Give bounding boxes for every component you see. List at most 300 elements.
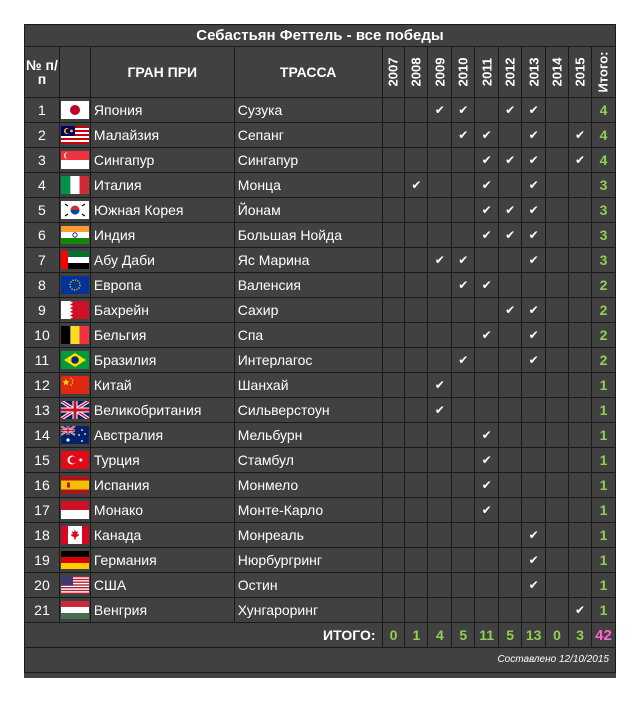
win-cell-2012	[499, 123, 522, 148]
win-cell-2007	[382, 398, 405, 423]
track-name: Монреаль	[234, 523, 382, 548]
win-cell-2014	[546, 398, 569, 423]
flag-cell	[59, 173, 90, 198]
table-row	[25, 273, 616, 298]
row-total: 1	[591, 523, 615, 548]
win-cell-2009	[428, 373, 452, 398]
win-cell-2009	[428, 598, 452, 623]
table-row	[25, 173, 616, 198]
header-year-label: 2007	[385, 57, 401, 87]
win-cell-2010	[452, 473, 475, 498]
win-cell-2014	[546, 273, 569, 298]
win-cell-2008	[405, 498, 428, 523]
win-cell-2015	[569, 248, 592, 273]
win-cell-2013	[522, 148, 546, 173]
win-cell-2014	[546, 248, 569, 273]
win-cell-2010	[452, 123, 475, 148]
check-icon: ✔	[505, 153, 516, 167]
win-cell-2007	[382, 473, 405, 498]
win-cell-2008	[405, 198, 428, 223]
win-cell-2012	[499, 323, 522, 348]
flag-cell	[59, 323, 90, 348]
totals-label: ИТОГО:	[25, 623, 383, 648]
flag-cell	[59, 248, 90, 273]
win-cell-2013	[522, 98, 546, 123]
win-cell-2011	[475, 373, 499, 398]
check-icon: ✔	[528, 203, 539, 217]
header-number: № п/п	[25, 47, 60, 98]
flag-cell	[59, 348, 90, 373]
win-cell-2008	[405, 598, 428, 623]
row-number: 9	[25, 298, 60, 323]
year-total-2009: 4	[428, 623, 452, 648]
japan-flag-icon	[61, 101, 89, 119]
row-number: 2	[25, 123, 60, 148]
check-icon: ✔	[481, 503, 492, 517]
table-row	[25, 198, 616, 223]
win-cell-2007	[382, 123, 405, 148]
belgium-flag-icon	[61, 326, 89, 344]
win-cell-2007	[382, 273, 405, 298]
win-cell-2011	[475, 323, 499, 348]
check-icon: ✔	[481, 178, 492, 192]
row-total: 2	[591, 348, 615, 373]
check-icon: ✔	[458, 253, 469, 267]
track-name: Стамбул	[234, 448, 382, 473]
win-cell-2014	[546, 173, 569, 198]
row-number: 3	[25, 148, 60, 173]
win-cell-2008	[405, 298, 428, 323]
check-icon: ✔	[481, 478, 492, 492]
track-name: Монца	[234, 173, 382, 198]
win-cell-2009	[428, 173, 452, 198]
check-icon: ✔	[481, 203, 492, 217]
grand-prix-name: США	[90, 573, 234, 598]
win-cell-2011	[475, 298, 499, 323]
track-name: Хунгароринг	[234, 598, 382, 623]
win-cell-2011	[475, 348, 499, 373]
india-flag-icon	[61, 226, 89, 244]
win-cell-2015	[569, 298, 592, 323]
check-icon: ✔	[434, 403, 445, 417]
win-cell-2013	[522, 198, 546, 223]
win-cell-2012	[499, 573, 522, 598]
table-row	[25, 423, 616, 448]
win-cell-2013	[522, 223, 546, 248]
win-cell-2014	[546, 198, 569, 223]
singapore-flag-icon	[61, 151, 89, 169]
win-cell-2010	[452, 448, 475, 473]
win-cell-2015	[569, 573, 592, 598]
check-icon: ✔	[434, 253, 445, 267]
check-icon: ✔	[458, 353, 469, 367]
win-cell-2009	[428, 223, 452, 248]
check-icon: ✔	[528, 303, 539, 317]
win-cell-2008	[405, 98, 428, 123]
win-cell-2009	[428, 248, 452, 273]
win-cell-2012	[499, 248, 522, 273]
row-number: 12	[25, 373, 60, 398]
win-cell-2012	[499, 148, 522, 173]
year-total-2015: 3	[569, 623, 592, 648]
track-name: Монмело	[234, 473, 382, 498]
win-cell-2009	[428, 473, 452, 498]
win-cell-2015	[569, 148, 592, 173]
win-cell-2007	[382, 323, 405, 348]
win-cell-2008	[405, 523, 428, 548]
year-total-2014: 0	[546, 623, 569, 648]
grand-prix-name: Абу Даби	[90, 248, 234, 273]
bahrain-flag-icon	[61, 301, 89, 319]
win-cell-2010	[452, 173, 475, 198]
grand-prix-name: Бразилия	[90, 348, 234, 373]
wins-table	[24, 24, 616, 673]
win-cell-2010	[452, 398, 475, 423]
row-total: 4	[591, 98, 615, 123]
win-cell-2014	[546, 523, 569, 548]
win-cell-2008	[405, 173, 428, 198]
win-cell-2012	[499, 598, 522, 623]
flag-cell	[59, 423, 90, 448]
row-number: 13	[25, 398, 60, 423]
win-cell-2010	[452, 548, 475, 573]
table-row	[25, 473, 616, 498]
check-icon: ✔	[411, 178, 422, 192]
win-cell-2011	[475, 198, 499, 223]
win-cell-2014	[546, 98, 569, 123]
win-cell-2008	[405, 548, 428, 573]
win-cell-2015	[569, 523, 592, 548]
row-total: 3	[591, 173, 615, 198]
win-cell-2011	[475, 98, 499, 123]
win-cell-2010	[452, 298, 475, 323]
win-cell-2013	[522, 273, 546, 298]
flag-cell	[59, 373, 90, 398]
header-year-label: 2008	[408, 57, 424, 87]
grand-prix-name: Монако	[90, 498, 234, 523]
grand-prix-name: Италия	[90, 173, 234, 198]
china-flag-icon	[61, 376, 89, 394]
check-icon: ✔	[528, 128, 539, 142]
win-cell-2015	[569, 548, 592, 573]
track-name: Сахир	[234, 298, 382, 323]
hungary-flag-icon	[61, 601, 89, 619]
win-cell-2009	[428, 123, 452, 148]
row-number: 16	[25, 473, 60, 498]
row-number: 11	[25, 348, 60, 373]
row-number: 20	[25, 573, 60, 598]
win-cell-2012	[499, 448, 522, 473]
track-name: Сингапур	[234, 148, 382, 173]
win-cell-2014	[546, 373, 569, 398]
check-icon: ✔	[481, 428, 492, 442]
table-row	[25, 98, 616, 123]
row-number: 7	[25, 248, 60, 273]
win-cell-2007	[382, 173, 405, 198]
win-cell-2008	[405, 448, 428, 473]
uae-flag-icon	[61, 251, 89, 269]
check-icon: ✔	[528, 328, 539, 342]
check-icon: ✔	[481, 153, 492, 167]
win-cell-2015	[569, 398, 592, 423]
header-year-2009	[428, 47, 452, 98]
win-cell-2011	[475, 423, 499, 448]
table-row	[25, 148, 616, 173]
check-icon: ✔	[434, 378, 445, 392]
check-icon: ✔	[528, 228, 539, 242]
win-cell-2009	[428, 148, 452, 173]
track-name: Интерлагос	[234, 348, 382, 373]
check-icon: ✔	[458, 103, 469, 117]
row-total: 2	[591, 323, 615, 348]
win-cell-2015	[569, 323, 592, 348]
win-cell-2013	[522, 123, 546, 148]
win-cell-2008	[405, 348, 428, 373]
malaysia-flag-icon	[61, 126, 89, 144]
win-cell-2014	[546, 348, 569, 373]
win-cell-2014	[546, 223, 569, 248]
win-cell-2007	[382, 98, 405, 123]
row-total: 3	[591, 198, 615, 223]
win-cell-2014	[546, 148, 569, 173]
year-total-2013: 13	[522, 623, 546, 648]
monaco-flag-icon	[61, 501, 89, 519]
row-number: 15	[25, 448, 60, 473]
win-cell-2015	[569, 423, 592, 448]
win-cell-2013	[522, 373, 546, 398]
win-cell-2010	[452, 148, 475, 173]
win-cell-2013	[522, 298, 546, 323]
win-cell-2015	[569, 498, 592, 523]
check-icon: ✔	[574, 153, 585, 167]
win-cell-2015	[569, 173, 592, 198]
win-cell-2010	[452, 573, 475, 598]
compiled-date-note: Составлено 12/10/2015	[25, 648, 616, 673]
check-icon: ✔	[458, 278, 469, 292]
row-number: 18	[25, 523, 60, 548]
check-icon: ✔	[528, 253, 539, 267]
win-cell-2011	[475, 123, 499, 148]
win-cell-2013	[522, 248, 546, 273]
win-cell-2011	[475, 498, 499, 523]
grand-prix-name: Турция	[90, 448, 234, 473]
table-title: Себастьян Феттель - все победы	[25, 25, 616, 47]
header-year-label: 2015	[572, 57, 588, 87]
win-cell-2014	[546, 473, 569, 498]
grand-prix-name: Бахрейн	[90, 298, 234, 323]
check-icon: ✔	[528, 578, 539, 592]
header-year-2007	[382, 47, 405, 98]
table-row	[25, 573, 616, 598]
win-cell-2015	[569, 98, 592, 123]
row-total: 1	[591, 448, 615, 473]
check-icon: ✔	[505, 203, 516, 217]
row-number: 1	[25, 98, 60, 123]
win-cell-2014	[546, 598, 569, 623]
win-cell-2013	[522, 523, 546, 548]
check-icon: ✔	[528, 103, 539, 117]
south-korea-flag-icon	[61, 201, 89, 219]
track-name: Большая Нойда	[234, 223, 382, 248]
win-cell-2012	[499, 223, 522, 248]
win-cell-2015	[569, 373, 592, 398]
win-cell-2008	[405, 373, 428, 398]
win-cell-2011	[475, 273, 499, 298]
win-cell-2015	[569, 598, 592, 623]
win-cell-2014	[546, 298, 569, 323]
table-row	[25, 323, 616, 348]
win-cell-2013	[522, 573, 546, 598]
win-cell-2012	[499, 473, 522, 498]
win-cell-2010	[452, 248, 475, 273]
win-cell-2012	[499, 198, 522, 223]
win-cell-2009	[428, 548, 452, 573]
track-name: Йонам	[234, 198, 382, 223]
spain-flag-icon	[61, 476, 89, 494]
win-cell-2014	[546, 323, 569, 348]
win-cell-2008	[405, 223, 428, 248]
win-cell-2010	[452, 373, 475, 398]
win-cell-2010	[452, 273, 475, 298]
win-cell-2013	[522, 398, 546, 423]
win-cell-2011	[475, 523, 499, 548]
header-year-label: 2011	[479, 57, 495, 87]
win-cell-2008	[405, 398, 428, 423]
win-cell-2014	[546, 423, 569, 448]
win-cell-2015	[569, 348, 592, 373]
grand-prix-name: Япония	[90, 98, 234, 123]
win-cell-2013	[522, 498, 546, 523]
header-total-label: Итого:	[595, 51, 611, 93]
header-total	[591, 47, 615, 98]
win-cell-2009	[428, 498, 452, 523]
grand-prix-name: Австралия	[90, 423, 234, 448]
win-cell-2007	[382, 198, 405, 223]
check-icon: ✔	[481, 328, 492, 342]
win-cell-2011	[475, 573, 499, 598]
win-cell-2008	[405, 473, 428, 498]
row-total: 1	[591, 498, 615, 523]
win-cell-2010	[452, 223, 475, 248]
header-year-label: 2013	[526, 57, 542, 87]
check-icon: ✔	[481, 453, 492, 467]
track-name: Мельбурн	[234, 423, 382, 448]
row-total: 1	[591, 473, 615, 498]
win-cell-2012	[499, 348, 522, 373]
check-icon: ✔	[481, 128, 492, 142]
win-cell-2012	[499, 548, 522, 573]
grand-prix-name: Индия	[90, 223, 234, 248]
win-cell-2008	[405, 323, 428, 348]
check-icon: ✔	[434, 103, 445, 117]
win-cell-2007	[382, 223, 405, 248]
flag-cell	[59, 223, 90, 248]
win-cell-2008	[405, 123, 428, 148]
win-cell-2011	[475, 548, 499, 573]
row-total: 1	[591, 398, 615, 423]
win-cell-2012	[499, 423, 522, 448]
year-total-2011: 11	[475, 623, 499, 648]
row-number: 19	[25, 548, 60, 573]
grand-prix-name: Сингапур	[90, 148, 234, 173]
win-cell-2008	[405, 148, 428, 173]
totals-row	[25, 623, 616, 648]
win-cell-2012	[499, 498, 522, 523]
check-icon: ✔	[574, 128, 585, 142]
check-icon: ✔	[528, 353, 539, 367]
win-cell-2010	[452, 523, 475, 548]
win-cell-2009	[428, 298, 452, 323]
row-number: 5	[25, 198, 60, 223]
row-total: 3	[591, 248, 615, 273]
win-cell-2013	[522, 173, 546, 198]
win-cell-2015	[569, 273, 592, 298]
win-cell-2012	[499, 98, 522, 123]
track-name: Спа	[234, 323, 382, 348]
table-row	[25, 223, 616, 248]
win-cell-2009	[428, 423, 452, 448]
check-icon: ✔	[505, 303, 516, 317]
row-total: 1	[591, 548, 615, 573]
win-cell-2009	[428, 273, 452, 298]
win-cell-2014	[546, 448, 569, 473]
flag-cell	[59, 123, 90, 148]
win-cell-2013	[522, 598, 546, 623]
grand-prix-name: Великобритания	[90, 398, 234, 423]
germany-flag-icon	[61, 551, 89, 569]
win-cell-2008	[405, 273, 428, 298]
win-cell-2007	[382, 423, 405, 448]
win-cell-2015	[569, 448, 592, 473]
italy-flag-icon	[61, 176, 89, 194]
win-cell-2007	[382, 598, 405, 623]
win-cell-2009	[428, 348, 452, 373]
row-total: 1	[591, 598, 615, 623]
row-total: 4	[591, 123, 615, 148]
win-cell-2010	[452, 198, 475, 223]
track-name: Яс Марина	[234, 248, 382, 273]
track-name: Валенсия	[234, 273, 382, 298]
win-cell-2015	[569, 223, 592, 248]
flag-cell	[59, 573, 90, 598]
turkey-flag-icon	[61, 451, 89, 469]
table-row	[25, 598, 616, 623]
table-row	[25, 448, 616, 473]
track-name: Шанхай	[234, 373, 382, 398]
flag-cell	[59, 198, 90, 223]
check-icon: ✔	[528, 528, 539, 542]
table-row	[25, 548, 616, 573]
wins-table-panel	[24, 24, 616, 678]
table-row	[25, 523, 616, 548]
win-cell-2010	[452, 498, 475, 523]
win-cell-2007	[382, 548, 405, 573]
win-cell-2009	[428, 323, 452, 348]
row-number: 14	[25, 423, 60, 448]
table-row	[25, 123, 616, 148]
header-year-2011	[475, 47, 499, 98]
win-cell-2012	[499, 398, 522, 423]
grand-prix-name: Венгрия	[90, 598, 234, 623]
win-cell-2009	[428, 448, 452, 473]
win-cell-2007	[382, 148, 405, 173]
row-total: 1	[591, 573, 615, 598]
header-track: ТРАССА	[234, 47, 382, 98]
footer-row	[25, 648, 616, 673]
win-cell-2013	[522, 348, 546, 373]
flag-cell	[59, 498, 90, 523]
flag-cell	[59, 98, 90, 123]
